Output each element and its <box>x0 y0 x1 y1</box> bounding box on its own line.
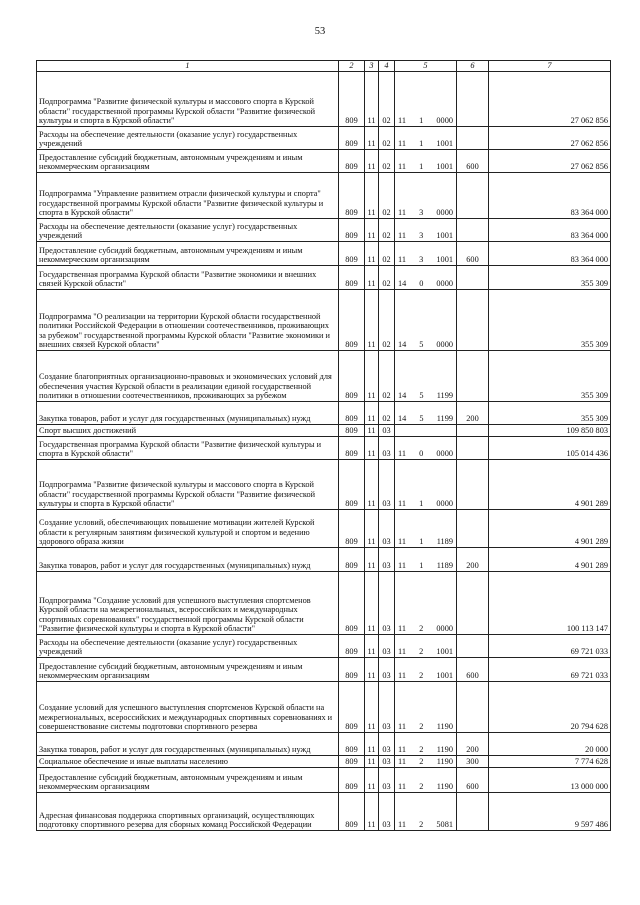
row-section-code: 11 <box>365 402 379 425</box>
row-expense-type <box>457 460 489 510</box>
target-article-part: 11 <box>398 671 406 681</box>
row-amount: 27 062 856 <box>489 127 611 150</box>
target-article-part: 1 <box>419 162 424 172</box>
row-target-article <box>395 793 457 831</box>
table-row <box>37 150 611 173</box>
target-article-part: 5 <box>419 391 424 401</box>
row-amount: 100 113 147 <box>489 572 611 635</box>
row-target-article <box>395 266 457 290</box>
header-col-7: 7 <box>489 61 611 72</box>
target-article-part: 11 <box>398 722 406 732</box>
row-expense-type: 600 <box>457 658 489 682</box>
target-article-part: 1001 <box>436 255 453 265</box>
target-article-part: 1001 <box>436 671 453 681</box>
row-target-article <box>395 242 457 266</box>
target-article-part: 1 <box>419 116 424 126</box>
row-expense-type <box>457 266 489 290</box>
row-gr-code: 809 <box>339 290 365 351</box>
target-article-part: 0 <box>419 279 424 289</box>
row-section-code: 11 <box>365 548 379 572</box>
target-article-part: 11 <box>398 116 406 126</box>
row-amount: 83 364 000 <box>489 219 611 242</box>
row-subsection-code: 03 <box>379 425 395 437</box>
target-article-part: 11 <box>398 499 406 509</box>
row-target-article <box>395 437 457 460</box>
row-subsection-code: 03 <box>379 635 395 658</box>
row-section-code: 11 <box>365 793 379 831</box>
header-col-6: 6 <box>457 61 489 72</box>
row-name: Подпрограмма "Управление развитием отрасли физической культуры и спорта" государственной программы Курской области "Развитие физической культуры и спорта в Курской области" <box>37 173 339 219</box>
row-section-code: 11 <box>365 635 379 658</box>
table-row <box>37 242 611 266</box>
target-article-part: 11 <box>398 208 406 218</box>
row-amount: 7 774 628 <box>489 756 611 768</box>
table-row <box>37 756 611 768</box>
row-gr-code: 809 <box>339 635 365 658</box>
target-article-part: 11 <box>398 624 406 634</box>
row-section-code: 11 <box>365 658 379 682</box>
row-expense-type: 300 <box>457 756 489 768</box>
row-amount: 355 309 <box>489 266 611 290</box>
row-amount: 4 901 289 <box>489 460 611 510</box>
row-name: Закупка товаров, работ и услуг для государственных (муниципальных) нужд <box>37 402 339 425</box>
row-expense-type: 200 <box>457 733 489 756</box>
row-name: Государственная программа Курской области "Развитие экономики и внешних связей Курской области" <box>37 266 339 290</box>
row-section-code: 11 <box>365 150 379 173</box>
row-amount: 69 721 033 <box>489 635 611 658</box>
row-expense-type <box>457 173 489 219</box>
row-expense-type <box>457 219 489 242</box>
row-expense-type <box>457 510 489 548</box>
target-article-part: 1001 <box>436 231 453 241</box>
row-expense-type: 600 <box>457 150 489 173</box>
row-subsection-code: 03 <box>379 768 395 793</box>
row-name: Предоставление субсидий бюджетным, автономным учреждениям и иным некоммерческим организациям <box>37 150 339 173</box>
row-target-article <box>395 635 457 658</box>
row-gr-code: 809 <box>339 658 365 682</box>
row-expense-type <box>457 425 489 437</box>
row-target-article <box>395 460 457 510</box>
target-article-part: 3 <box>419 208 424 218</box>
target-article-part: 11 <box>398 231 406 241</box>
table-row <box>37 72 611 127</box>
row-target-article <box>395 402 457 425</box>
row-expense-type <box>457 437 489 460</box>
row-gr-code: 809 <box>339 793 365 831</box>
header-col-1: 1 <box>37 61 339 72</box>
target-article-part: 1189 <box>436 561 453 571</box>
row-amount: 13 000 000 <box>489 768 611 793</box>
row-section-code: 11 <box>365 756 379 768</box>
target-article-part: 11 <box>398 745 406 755</box>
table-row <box>37 733 611 756</box>
target-article-part: 0000 <box>436 449 453 459</box>
table-row <box>37 437 611 460</box>
target-article-part: 14 <box>398 391 407 401</box>
row-target-article <box>395 682 457 733</box>
row-name: Подпрограмма "Развитие физической культуры и массового спорта в Курской области" государственной программы Курской области "Развитие физической культуры и спорта в Курской области" <box>37 72 339 127</box>
row-target-article <box>395 150 457 173</box>
row-expense-type: 200 <box>457 402 489 425</box>
table-row <box>37 351 611 402</box>
table-row <box>37 793 611 831</box>
row-target-article <box>395 127 457 150</box>
target-article-part: 11 <box>398 255 406 265</box>
table-row <box>37 548 611 572</box>
target-article-part: 1 <box>419 499 424 509</box>
row-name: Предоставление субсидий бюджетным, автономным учреждениям и иным некоммерческим организациям <box>37 242 339 266</box>
target-article-part: 2 <box>419 782 424 792</box>
target-article-part: 14 <box>398 340 407 350</box>
target-article-part: 1 <box>419 537 424 547</box>
row-name: Социальное обеспечение и иные выплаты населению <box>37 756 339 768</box>
row-amount: 4 901 289 <box>489 548 611 572</box>
row-subsection-code: 02 <box>379 266 395 290</box>
row-name: Закупка товаров, работ и услуг для государственных (муниципальных) нужд <box>37 733 339 756</box>
target-article-part: 2 <box>419 722 424 732</box>
table-row <box>37 460 611 510</box>
row-amount: 27 062 856 <box>489 72 611 127</box>
row-subsection-code: 03 <box>379 548 395 572</box>
header-col-2: 2 <box>339 61 365 72</box>
target-article-part: 2 <box>419 647 424 657</box>
target-article-part: 11 <box>398 449 406 459</box>
target-article-part: 1190 <box>436 745 453 755</box>
row-gr-code: 809 <box>339 351 365 402</box>
page-number: 53 <box>314 26 326 37</box>
target-article-part: 2 <box>419 820 424 830</box>
row-section-code: 11 <box>365 266 379 290</box>
row-target-article <box>395 219 457 242</box>
target-article-part: 11 <box>398 537 406 547</box>
row-gr-code: 809 <box>339 127 365 150</box>
row-section-code: 11 <box>365 290 379 351</box>
row-gr-code: 809 <box>339 437 365 460</box>
row-section-code: 11 <box>365 572 379 635</box>
target-article-part: 5 <box>419 340 424 350</box>
target-article-part: 1190 <box>436 757 453 767</box>
row-section-code: 11 <box>365 733 379 756</box>
row-expense-type: 600 <box>457 242 489 266</box>
row-target-article <box>395 572 457 635</box>
table-row <box>37 173 611 219</box>
row-gr-code: 809 <box>339 460 365 510</box>
row-subsection-code: 02 <box>379 290 395 351</box>
target-article-part: 0 <box>419 449 424 459</box>
row-subsection-code: 03 <box>379 437 395 460</box>
row-target-article <box>395 173 457 219</box>
target-article-part: 0000 <box>436 116 453 126</box>
row-subsection-code: 02 <box>379 72 395 127</box>
row-gr-code: 809 <box>339 510 365 548</box>
target-article-part: 0000 <box>436 208 453 218</box>
row-name: Подпрограмма "О реализации на территории Курской области государственной политики Российской Федерации в отношении соотечественников, проживающих за рубежом" государственной программы Курской области "Развитие экономики и внешних связей Курской области" <box>37 290 339 351</box>
row-amount: 69 721 033 <box>489 658 611 682</box>
target-article-part: 14 <box>398 414 407 424</box>
row-subsection-code: 03 <box>379 658 395 682</box>
table-row <box>37 266 611 290</box>
table-row <box>37 425 611 437</box>
row-name: Закупка товаров, работ и услуг для государственных (муниципальных) нужд <box>37 548 339 572</box>
row-subsection-code: 03 <box>379 682 395 733</box>
row-amount: 9 597 486 <box>489 793 611 831</box>
row-target-article <box>395 756 457 768</box>
row-name: Адресная финансовая поддержка спортивных организаций, осуществляющих подготовку спортивного резерва для сборных команд Российской Федерации <box>37 793 339 831</box>
target-article-part: 11 <box>398 647 406 657</box>
row-subsection-code: 03 <box>379 733 395 756</box>
row-section-code: 11 <box>365 425 379 437</box>
target-article-part: 1190 <box>436 782 453 792</box>
row-expense-type <box>457 351 489 402</box>
row-expense-type <box>457 682 489 733</box>
row-name: Спорт высших достижений <box>37 425 339 437</box>
row-gr-code: 809 <box>339 72 365 127</box>
row-expense-type <box>457 72 489 127</box>
target-article-part: 11 <box>398 820 406 830</box>
row-section-code: 11 <box>365 437 379 460</box>
row-name: Подпрограмма "Развитие физической культуры и массового спорта в Курской области" государственной программы Курской области "Развитие физической культуры и спорта в Курской области" <box>37 460 339 510</box>
row-amount: 355 309 <box>489 351 611 402</box>
row-target-article <box>395 290 457 351</box>
table-row <box>37 510 611 548</box>
budget-table <box>36 60 611 831</box>
target-article-part: 11 <box>398 162 406 172</box>
row-section-code: 11 <box>365 72 379 127</box>
target-article-part: 1 <box>419 561 424 571</box>
table-body <box>37 72 611 831</box>
row-gr-code: 809 <box>339 425 365 437</box>
row-amount: 4 901 289 <box>489 510 611 548</box>
row-amount: 83 364 000 <box>489 242 611 266</box>
row-name: Расходы на обеспечение деятельности (оказание услуг) государственных учреждений <box>37 219 339 242</box>
row-gr-code: 809 <box>339 548 365 572</box>
target-article-part: 11 <box>398 757 406 767</box>
row-name: Подпрограмма "Создание условий для успешного выступления спортсменов Курской области на межрегиональных, всероссийских и международных спортивных соревнованиях" государственной программы Курской области "Развитие физической культуры и спорта в Курской области" <box>37 572 339 635</box>
row-expense-type <box>457 127 489 150</box>
header-col-3: 3 <box>365 61 379 72</box>
target-article-part: 14 <box>398 279 407 289</box>
row-subsection-code: 03 <box>379 793 395 831</box>
row-expense-type: 200 <box>457 548 489 572</box>
row-subsection-code: 03 <box>379 460 395 510</box>
target-article-part: 11 <box>398 561 406 571</box>
row-amount: 20 794 628 <box>489 682 611 733</box>
row-name: Создание благоприятных организационно-правовых и экономических условий для обеспечения участия Курской области в реализации единой государственной политики в отношении соотечественников, проживающих за рубежом <box>37 351 339 402</box>
target-article-part: 0000 <box>436 624 453 634</box>
row-gr-code: 809 <box>339 768 365 793</box>
table-row <box>37 572 611 635</box>
row-gr-code: 809 <box>339 756 365 768</box>
row-name: Государственная программа Курской области "Развитие физической культуры и спорта в Курской области" <box>37 437 339 460</box>
row-subsection-code: 02 <box>379 242 395 266</box>
table-row <box>37 402 611 425</box>
row-name: Предоставление субсидий бюджетным, автономным учреждениям и иным некоммерческим организациям <box>37 658 339 682</box>
row-subsection-code: 02 <box>379 402 395 425</box>
row-target-article <box>395 768 457 793</box>
target-article-part: 5081 <box>436 820 453 830</box>
row-amount: 83 364 000 <box>489 173 611 219</box>
target-article-part: 0000 <box>436 279 453 289</box>
row-amount: 109 850 803 <box>489 425 611 437</box>
target-article-part: 1001 <box>436 647 453 657</box>
row-section-code: 11 <box>365 510 379 548</box>
row-amount: 105 014 436 <box>489 437 611 460</box>
row-target-article <box>395 351 457 402</box>
row-expense-type: 600 <box>457 768 489 793</box>
target-article-part: 11 <box>398 139 406 149</box>
row-gr-code: 809 <box>339 682 365 733</box>
target-article-part: 0000 <box>436 340 453 350</box>
row-gr-code: 809 <box>339 242 365 266</box>
row-section-code: 11 <box>365 127 379 150</box>
row-gr-code: 809 <box>339 266 365 290</box>
target-article-part: 5 <box>419 414 424 424</box>
table-row <box>37 219 611 242</box>
target-article-part: 1189 <box>436 537 453 547</box>
target-article-part: 2 <box>419 757 424 767</box>
row-target-article <box>395 548 457 572</box>
table-row <box>37 658 611 682</box>
target-article-part: 2 <box>419 745 424 755</box>
target-article-part: 1199 <box>436 391 453 401</box>
row-gr-code: 809 <box>339 572 365 635</box>
row-gr-code: 809 <box>339 219 365 242</box>
target-article-part: 1190 <box>436 722 453 732</box>
row-target-article <box>395 72 457 127</box>
header-col-4: 4 <box>379 61 395 72</box>
row-amount: 355 309 <box>489 290 611 351</box>
row-section-code: 11 <box>365 460 379 510</box>
target-article-part: 1001 <box>436 139 453 149</box>
row-name: Создание условий для успешного выступления спортсменов Курской области на межрегиональных, всероссийских и международных спортивных соревнованиях и совершенствование системы подготовки спортивного резерва <box>37 682 339 733</box>
row-gr-code: 809 <box>339 150 365 173</box>
header-col-5: 5 <box>395 61 457 72</box>
row-section-code: 11 <box>365 219 379 242</box>
row-section-code: 11 <box>365 768 379 793</box>
row-gr-code: 809 <box>339 402 365 425</box>
row-expense-type <box>457 290 489 351</box>
header-row <box>37 61 611 72</box>
target-article-part: 1 <box>419 139 424 149</box>
row-target-article <box>395 510 457 548</box>
target-article-part: 3 <box>419 231 424 241</box>
row-section-code: 11 <box>365 173 379 219</box>
target-article-part: 0000 <box>436 499 453 509</box>
target-article-part: 1199 <box>436 414 453 424</box>
row-amount: 20 000 <box>489 733 611 756</box>
table-row <box>37 768 611 793</box>
target-article-part: 11 <box>398 782 406 792</box>
target-article-part: 3 <box>419 255 424 265</box>
table-row <box>37 290 611 351</box>
row-section-code: 11 <box>365 351 379 402</box>
row-name: Расходы на обеспечение деятельности (оказание услуг) государственных учреждений <box>37 635 339 658</box>
row-subsection-code: 02 <box>379 150 395 173</box>
row-section-code: 11 <box>365 682 379 733</box>
row-target-article <box>395 658 457 682</box>
row-section-code: 11 <box>365 242 379 266</box>
table-row <box>37 682 611 733</box>
target-article-part: 1001 <box>436 162 453 172</box>
row-target-article <box>395 425 457 437</box>
table-row <box>37 127 611 150</box>
row-gr-code: 809 <box>339 733 365 756</box>
row-name: Расходы на обеспечение деятельности (оказание услуг) государственных учреждений <box>37 127 339 150</box>
row-subsection-code: 02 <box>379 219 395 242</box>
row-subsection-code: 02 <box>379 173 395 219</box>
table-row <box>37 635 611 658</box>
row-subsection-code: 02 <box>379 127 395 150</box>
row-expense-type <box>457 572 489 635</box>
row-expense-type <box>457 793 489 831</box>
row-target-article <box>395 733 457 756</box>
row-amount: 27 062 856 <box>489 150 611 173</box>
target-article-part: 2 <box>419 624 424 634</box>
row-subsection-code: 02 <box>379 351 395 402</box>
row-gr-code: 809 <box>339 173 365 219</box>
row-name: Создание условий, обеспечивающих повышение мотивации жителей Курской области к регулярным занятиям физической культурой и спортом и ведению здорового образа жизни <box>37 510 339 548</box>
row-expense-type <box>457 635 489 658</box>
row-subsection-code: 03 <box>379 572 395 635</box>
target-article-part: 2 <box>419 671 424 681</box>
row-name: Предоставление субсидий бюджетным, автономным учреждениям и иным некоммерческим организациям <box>37 768 339 793</box>
row-subsection-code: 03 <box>379 756 395 768</box>
row-subsection-code: 03 <box>379 510 395 548</box>
row-amount: 355 309 <box>489 402 611 425</box>
